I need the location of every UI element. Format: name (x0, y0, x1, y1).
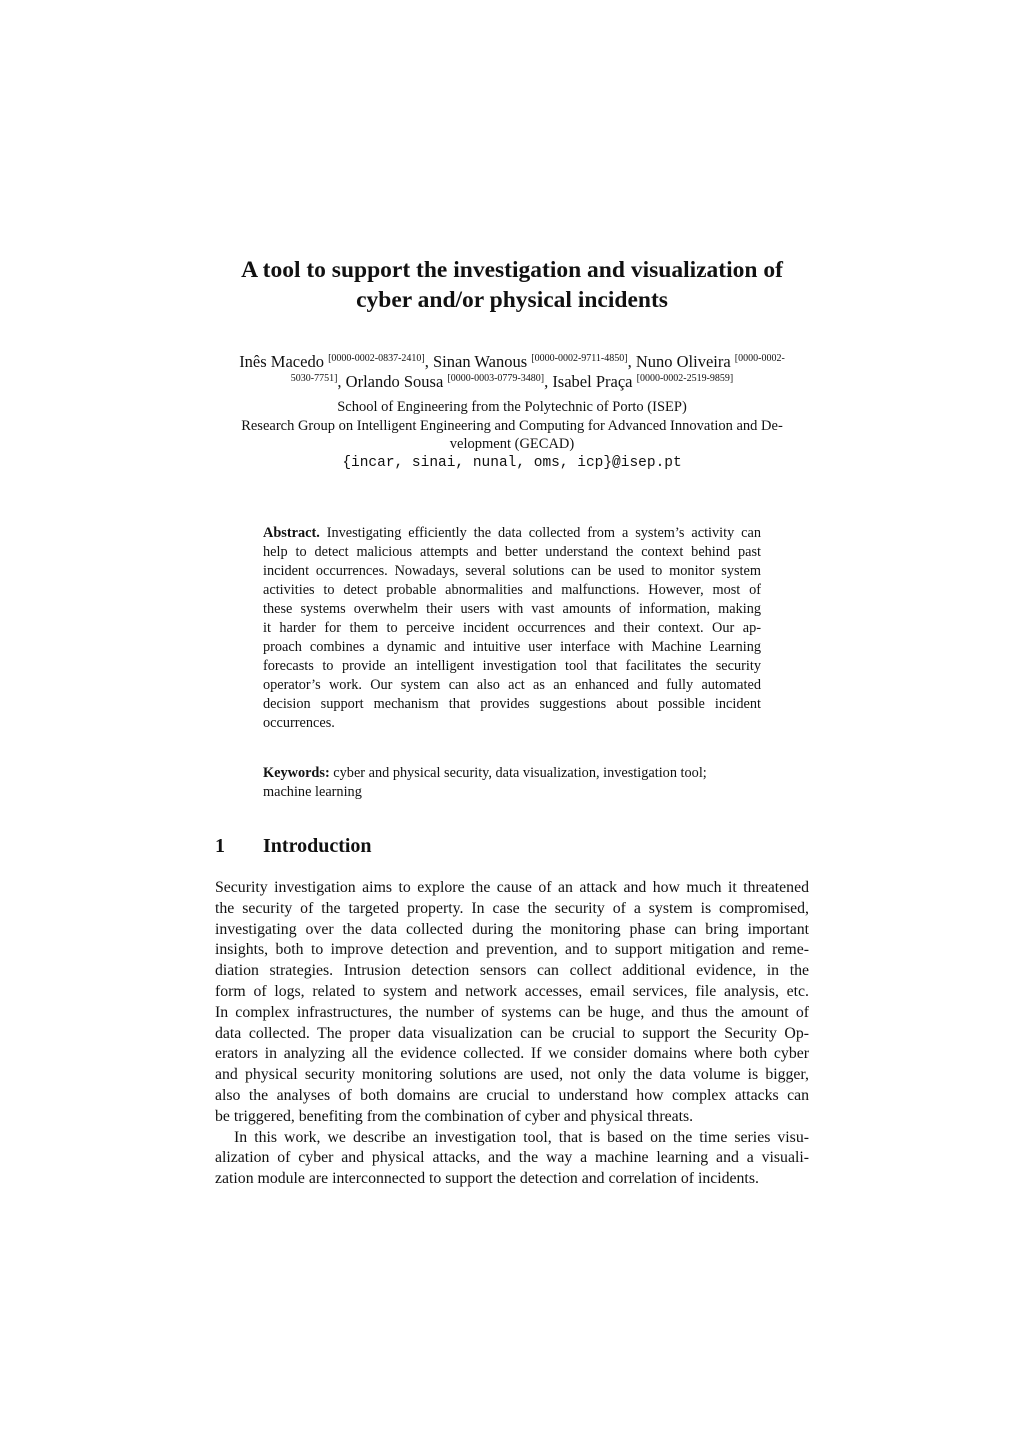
keywords (263, 764, 761, 802)
affiliation-line: Research Group on Intelligent Engineering and Computing for Advanced Innovation and De- (241, 417, 783, 434)
author-emails: {incar, sinai, nunal, oms, icp}@isep.pt (342, 454, 682, 471)
abstract-line: these systems overwhelm their users with vast amounts of information, making (263, 601, 761, 617)
author-name: Orlando Sousa (345, 372, 444, 391)
paragraph-line: and physical security monitoring solutions are used, not only the data volume is bigger, (215, 1066, 809, 1084)
paragraph-line: insights, both to improve detection and prevention, and to support mitigation and reme- (215, 941, 809, 959)
author-orcid: 5030-7751] (290, 373, 338, 384)
paragraph-line: In this work, we describe an investigation tool, that is based on the time series visu- (234, 1128, 809, 1146)
author-orcid: [0000-0002- (734, 353, 785, 364)
paragraph-line: In complex infrastructures, the number of systems can be huge, and thus the amount of (215, 1003, 809, 1021)
paragraph-line: alization of cyber and physical attacks, and the way a machine learning and a visuali- (215, 1149, 809, 1167)
affiliation-line: School of Engineering from the Polytechnic of Porto (ISEP) (337, 399, 687, 415)
keywords-line: machine learning (263, 784, 362, 800)
section-title: Introduction (263, 835, 372, 857)
paper-title (180, 255, 844, 315)
keywords-label: Keywords: (263, 765, 330, 781)
author-list (200, 352, 824, 392)
section-number: 1 (215, 835, 225, 857)
author-orcid: [0000-0002-2519-9859] (636, 373, 734, 384)
title-line: cyber and/or physical incidents (356, 287, 668, 313)
abstract-line: occurrences. (263, 715, 335, 731)
author-line: Inês Macedo [0000-0002-0837-2410], Sinan Wanous [0000-0002-9711-4850], Nuno Oliveira $^{[0000-0002-}$ (239, 352, 785, 371)
abstract-line: forecasts to provide an intelligent investigation tool that facilitates the security (263, 658, 761, 674)
paragraph-line: the security of the targeted property. In case the security of a system is compromised, (215, 899, 809, 917)
abstract-line: help to detect malicious attempts and better understand the context behind past (263, 544, 761, 560)
keywords-line (263, 764, 761, 783)
paragraph-line: be triggered, benefiting from the combination of cyber and physical threats. (215, 1107, 694, 1125)
abstract-text: Investigating efficiently the data collected from a system’s activity can (326, 525, 762, 541)
paragraph-line: also the analyses of both domains are crucial to understand how complex attacks can (215, 1086, 809, 1104)
paragraph-line: form of logs, related to system and network accesses, email services, file analysis, etc. (215, 982, 809, 1000)
author-line: $^{5030-7751]}$, Orlando Sousa [0000-0003-0779-3480], Isabel Praça [0000-0002-2519-9859] (290, 372, 734, 391)
author-name: Sinan Wanous (432, 352, 528, 371)
author-name: Isabel Praça (552, 372, 633, 391)
abstract-line: activities to detect probable abnormalities and malfunctions. However, most of (263, 582, 761, 598)
author-name: Inês Macedo (239, 352, 324, 371)
paragraph-line: erators in analyzing all the evidence collected. If we consider domains where both cyber (215, 1045, 809, 1063)
author-orcid: [0000-0002-0837-2410] (328, 353, 425, 364)
abstract-line: proach combines a dynamic and intuitive user interface with Machine Learning (263, 639, 761, 655)
affiliation (200, 398, 824, 472)
author-orcid: [0000-0003-0779-3480] (447, 373, 545, 384)
abstract-line: operator’s work. Our system can also act as an enhanced and fully automated (263, 677, 761, 693)
paragraph-line: Security investigation aims to explore the cause of an attack and how much it threatened (215, 879, 809, 896)
paragraph-line: diation strategies. Intrusion detection sensors can collect additional evidence, in the (215, 962, 809, 980)
keywords-text: cyber and physical security, data visualization, investigation tool; (333, 765, 707, 781)
section-heading (215, 834, 372, 858)
paragraph-line: investigating over the data collected during the monitoring phase can bring important (215, 920, 809, 938)
abstract-line: incident occurrences. Nowadays, several solutions can be used to monitor system (263, 563, 761, 579)
introduction-body (215, 878, 809, 1190)
paragraph-line: zation module are interconnected to support the detection and correlation of incidents. (215, 1170, 759, 1188)
title-line: A tool to support the investigation and visualization of (241, 257, 783, 283)
author-name: Nuno Oliveira (635, 352, 731, 371)
abstract-line (263, 524, 761, 543)
abstract-line: decision support mechanism that provides suggestions about possible incident (263, 696, 761, 712)
abstract-label: Abstract. (263, 525, 320, 541)
author-orcid: [0000-0002-9711-4850] (531, 353, 628, 364)
paragraph-line: data collected. The proper data visualization can be crucial to support the Security Op- (215, 1024, 809, 1042)
abstract (263, 524, 761, 733)
abstract-line: it harder for them to perceive incident occurrences and their context. Our ap- (263, 620, 761, 636)
affiliation-line: velopment (GECAD) (449, 436, 575, 452)
